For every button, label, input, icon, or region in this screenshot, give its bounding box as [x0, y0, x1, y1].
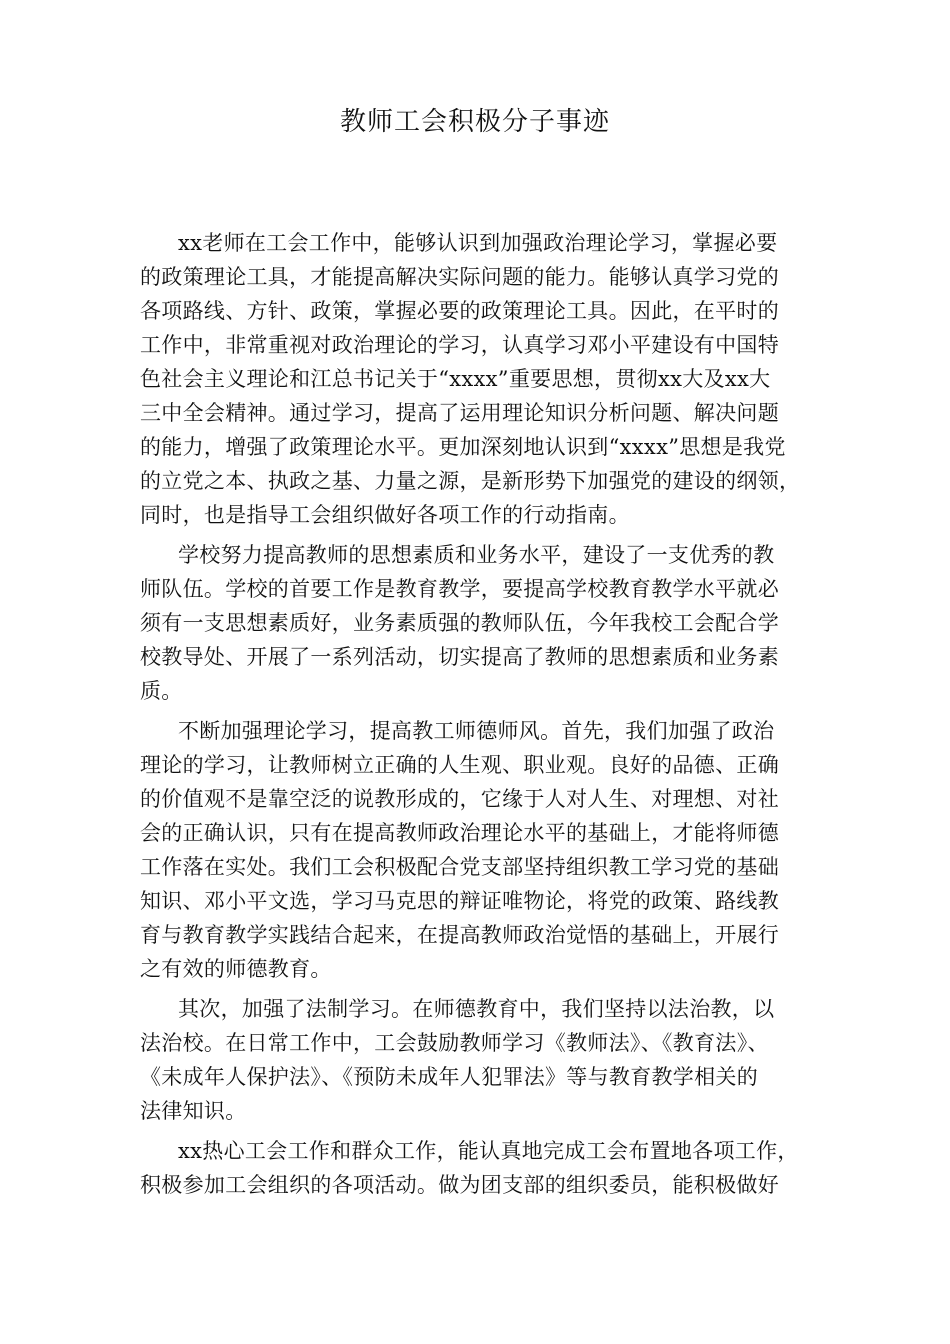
document-title: 教师工会积极分子事迹 [339, 107, 610, 137]
text-line: xx热心工会工作和群众工作，能认真地完成工会布置地各项工作， [178, 1139, 799, 1163]
text-line: 知识、邓小平文选，学习马克思的辩证唯物论，将党的政策、路线教 [140, 889, 779, 913]
text-line: 工作中，非常重视对政治理论的学习，认真学习邓小平建设有中国特 [140, 333, 779, 357]
text-line: 法治校。在日常工作中，工会鼓励教师学习《教师法》、《教育法》、 [140, 1031, 769, 1055]
text-line: 积极参加工会组织的各项活动。做为团支部的组织委员，能积极做好 [140, 1173, 779, 1197]
text-line: 师队伍。学校的首要工作是教育教学，要提高学校教育教学水平就必 [140, 577, 779, 601]
text-line: 的能力，增强了政策理论水平。更加深刻地认识到“xxxx”思想是我党 [140, 435, 786, 459]
text-line: 不断加强理论学习，提高教工师德师风。首先，我们加强了政治 [178, 719, 775, 743]
paragraph-5 [140, 1134, 824, 1202]
paragraph-4 [140, 992, 824, 1128]
text-line: 会的正确认识，只有在提高教师政治理论水平的基础上，才能将师德 [140, 821, 779, 845]
text-line: 同时，也是指导工会组织做好各项工作的行动指南。 [140, 503, 630, 527]
text-line: 各项路线、方针、政策，掌握必要的政策理论工具。因此，在平时的 [140, 299, 779, 323]
text-line: 色社会主义理论和江总书记关于“xxxx”重要思想，贯彻xx大及xx大 [140, 367, 771, 391]
text-line: 的价值观不是靠空泛的说教形成的，它缘于人对人生、对理想、对社 [140, 787, 779, 811]
text-line: 工作落在实处。我们工会积极配合党支部坚持组织教工学习党的基础 [140, 855, 779, 879]
text-line: 育与教育教学实践结合起来，在提高教师政治觉悟的基础上，开展行 [140, 923, 779, 947]
text-line: 的政策理论工具，才能提高解决实际问题的能力。能够认真学习党的 [140, 265, 779, 289]
text-line: 学校努力提高教师的思想素质和业务水平，建设了一支优秀的教 [178, 543, 775, 567]
text-line: xx老师在工会工作中，能够认识到加强政治理论学习，掌握必要 [178, 231, 778, 255]
document-body [140, 226, 824, 1208]
text-line: 校教导处、开展了一系列活动，切实提高了教师的思想素质和业务素 [140, 645, 779, 669]
text-line: 之有效的师德教育。 [140, 957, 332, 981]
paragraph-1 [140, 226, 824, 532]
text-line: 的立党之本、执政之基、力量之源，是新形势下加强党的建设的纲领， [140, 469, 801, 493]
text-line: 质。 [140, 679, 183, 703]
text-line: 理论的学习，让教师树立正确的人生观、职业观。良好的品德、正确 [140, 753, 779, 777]
text-line: 三中全会精神。通过学习，提高了运用理论知识分析问题、解决问题 [140, 401, 779, 425]
paragraph-3 [140, 714, 824, 986]
text-line: 法律知识。 [140, 1099, 247, 1123]
text-line: 其次，加强了法制学习。在师德教育中，我们坚持以法治教，以 [178, 997, 775, 1021]
text-line: 须有一支思想素质好，业务素质强的教师队伍，今年我校工会配合学 [140, 611, 779, 635]
text-line: 《未成年人保护法》、《预防未成年人犯罪法》等与教育教学相关的 [140, 1065, 758, 1089]
paragraph-2 [140, 538, 824, 708]
